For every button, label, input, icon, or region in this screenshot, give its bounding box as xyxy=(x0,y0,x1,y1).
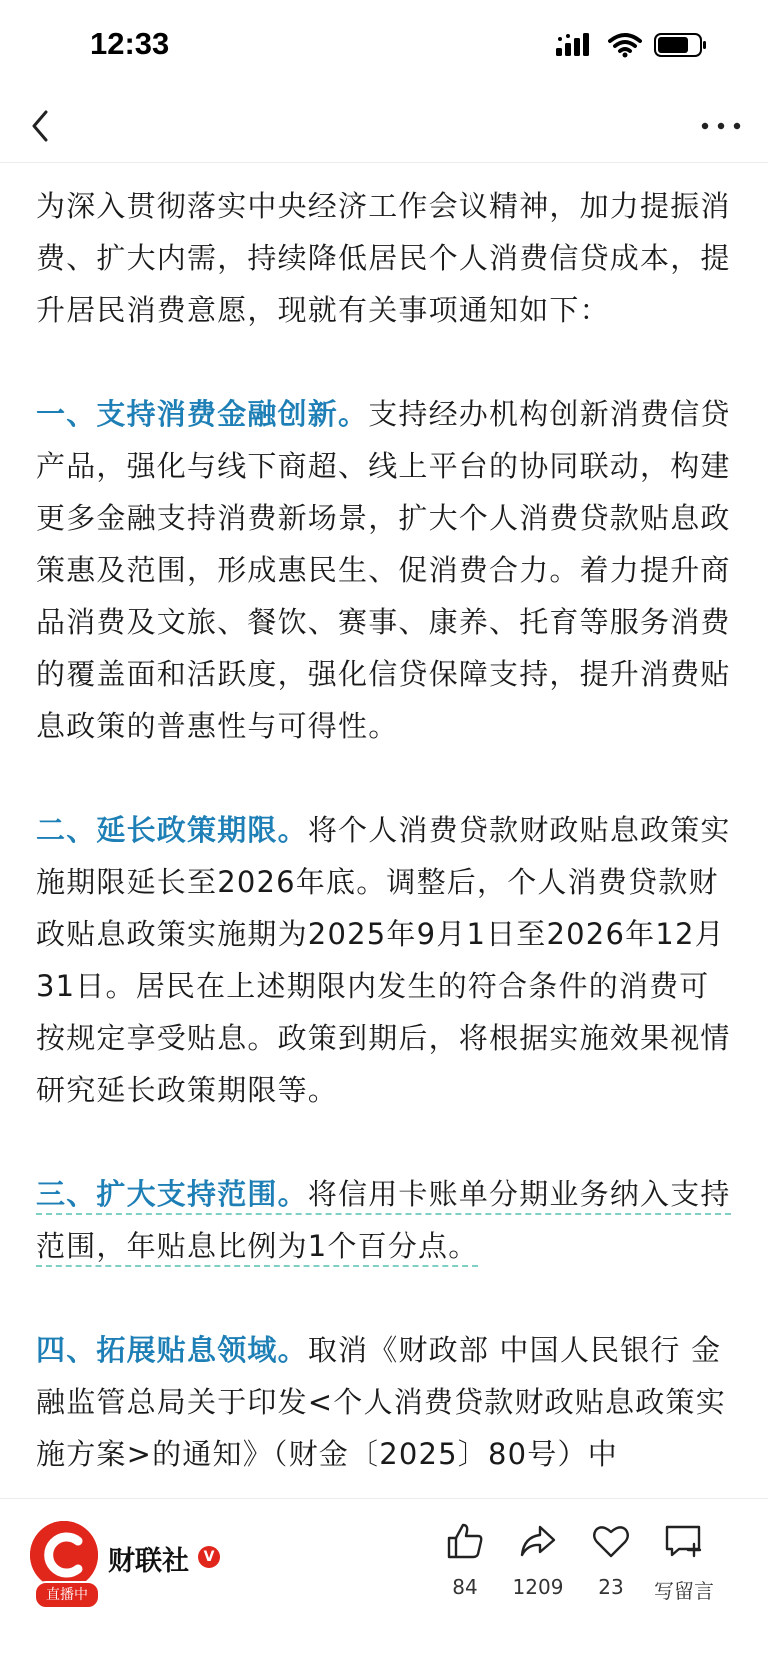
share-count: 1209 xyxy=(512,1575,564,1599)
more-options-button[interactable] xyxy=(696,104,746,148)
section-paragraph xyxy=(36,804,736,1116)
heart-icon xyxy=(591,1521,631,1561)
section-heading: 四、拓展贴息领域。 xyxy=(36,1333,308,1367)
section-body: 将信用卡账单分期业务纳入支持范围，年贴息比例为1个百分点。 xyxy=(36,1177,731,1263)
like-button[interactable] xyxy=(425,1519,505,1599)
section-heading: 一、支持消费金融创新。 xyxy=(36,397,369,431)
status-bar xyxy=(0,0,768,90)
section-heading: 二、延长政策期限。 xyxy=(36,813,308,847)
source-name[interactable]: 财联社 xyxy=(108,1546,189,1577)
write-comment-button[interactable] xyxy=(644,1519,724,1604)
status-icons xyxy=(556,30,708,60)
cellular-signal-icon xyxy=(556,32,596,58)
source-avatar[interactable] xyxy=(30,1521,98,1589)
back-button[interactable] xyxy=(20,104,64,148)
comment-add-icon xyxy=(663,1521,705,1561)
share-button[interactable] xyxy=(498,1519,578,1599)
thumbs-up-icon xyxy=(445,1521,485,1561)
write-comment-label: 写留言 xyxy=(654,1579,714,1603)
highlight-underline[interactable] xyxy=(36,1177,731,1267)
chevron-left-icon xyxy=(20,104,64,148)
live-badge: 直播中 xyxy=(34,1581,100,1609)
favorite-button[interactable] xyxy=(571,1519,651,1599)
like-count: 84 xyxy=(452,1575,478,1599)
bottom-action-bar xyxy=(0,1498,768,1663)
intro-paragraph: 为深入贯彻落实中央经济工作会议精神，加力提振消费、扩大内需，持续降低居民个人消费信贷成本，提升居民消费意愿，现就有关事项通知如下： xyxy=(36,189,731,327)
article-body xyxy=(36,180,736,1532)
section-body: 将个人消费贷款财政贴息政策实施期限延长至2026年底。调整后，个人消费贷款财政贴息政策实施期为2025年9月1日至2026年12月31日。居民在上述期限内发生的符合条件的消费可按规定享受贴息。政策到期后，将根据实施效果视情研究延长政策期限等。 xyxy=(36,813,731,1107)
status-time: 12:33 xyxy=(90,26,170,61)
cailianshe-logo-icon xyxy=(30,1521,98,1589)
section-body: 取消《财政部 中国人民银行 金融监管总局关于印发<个人消费贷款财政贴息政策实施方案>的通知》（财金〔2025〕80号）中 xyxy=(36,1333,726,1471)
section-heading: 三、扩大支持范围。 xyxy=(36,1177,308,1211)
section-paragraph-highlighted[interactable] xyxy=(36,1168,736,1272)
more-dots-icon xyxy=(696,104,746,148)
verified-badge-icon: V xyxy=(198,1546,220,1568)
battery-icon xyxy=(654,32,708,58)
section-paragraph xyxy=(36,388,736,752)
favorite-count: 23 xyxy=(598,1575,624,1599)
section-paragraph xyxy=(36,1324,736,1480)
section-body: 支持经办机构创新消费信贷产品，强化与线下商超、线上平台的协同联动，构建更多金融支持消费新场景，扩大个人消费贷款贴息政策惠及范围，形成惠民生、促消费合力。着力提升商品消费及文旅、餐饮、赛事、康养、托育等服务消费的覆盖面和活跃度，强化信贷保障支持，提升消费贴息政策的普惠性与可得性。 xyxy=(36,397,731,743)
wifi-icon xyxy=(608,32,642,58)
share-arrow-icon xyxy=(518,1521,558,1561)
nav-bar xyxy=(0,90,768,163)
